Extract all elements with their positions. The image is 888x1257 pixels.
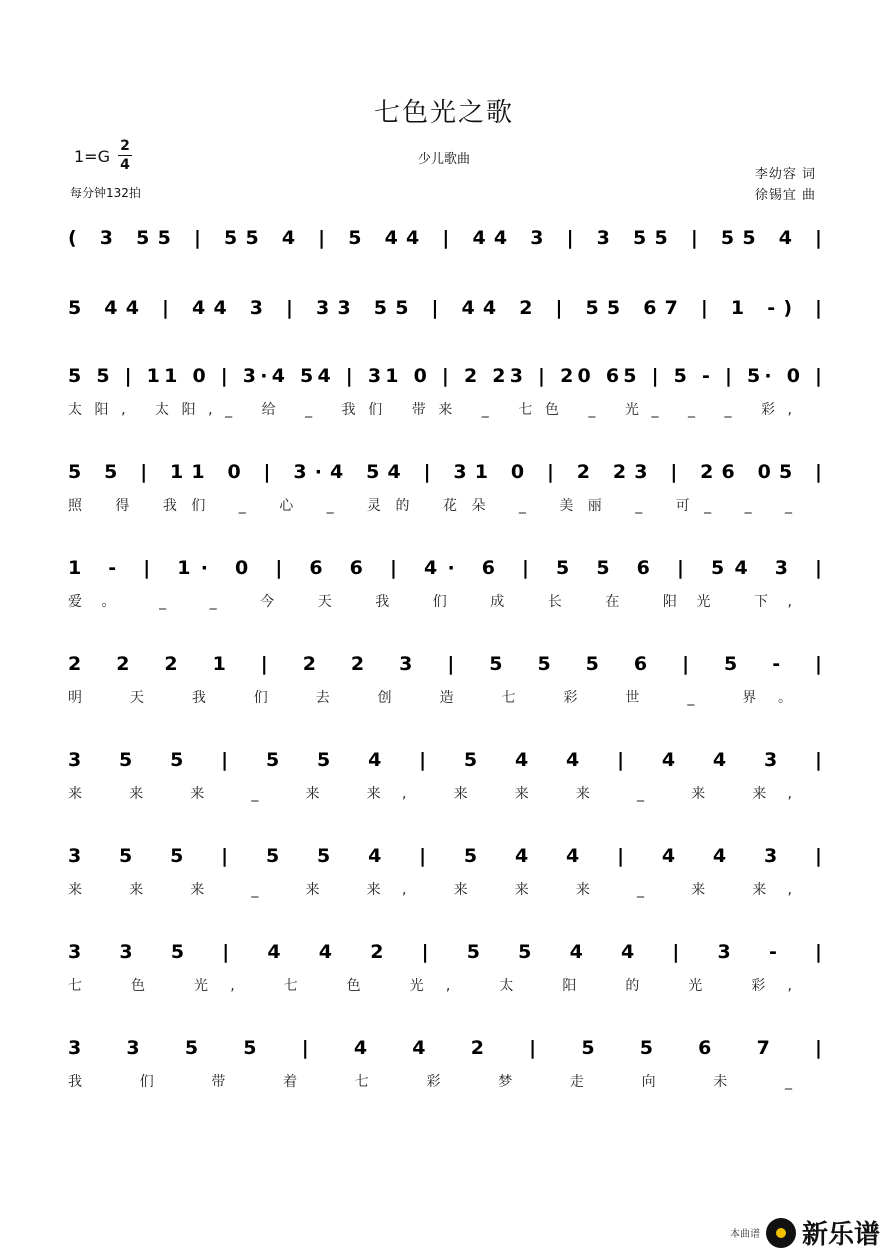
tempo-marking: 每分钟132拍	[70, 186, 141, 200]
lyrics-line: 我 们 带 着 七 彩 梦 走 向 未 _	[68, 1074, 793, 1090]
notation-line: 3 3 5 | 4 4 2 | 5 5 4 4 | 3 - |	[68, 941, 823, 963]
lyrics-line: 七 色 光, 七 色 光, 太 阳 的 光 彩,	[68, 978, 792, 994]
lyrics-line: 爱。 _ _ 今 天 我 们 成 长 在 阳光 下,	[68, 594, 793, 610]
time-signature-top: 2	[120, 138, 130, 154]
score-row-svg	[0, 932, 888, 1012]
score-row	[0, 740, 888, 820]
notation-line: 5 44 | 44 3 | 33 55 | 44 2 | 55 67 | 1 -) |	[68, 297, 822, 319]
score-row	[0, 356, 888, 436]
footer-watermark	[730, 1214, 880, 1251]
score-row	[0, 932, 888, 1012]
score-row-svg	[0, 1028, 888, 1108]
composer-credit: 徐锡宜 曲	[754, 188, 816, 203]
score-row-svg	[0, 452, 888, 532]
score-row	[0, 1028, 888, 1108]
brand-name: 新乐谱	[801, 1220, 880, 1250]
time-signature-bottom: 4	[120, 157, 130, 173]
score-row	[0, 644, 888, 724]
score-row-svg	[0, 644, 888, 724]
brand-logo-icon	[766, 1218, 796, 1248]
notation-line: 5 5 | 11 0 | 3·4 54 | 31 0 | 2 23 | 20 65 | 5 - | 5· 0 |	[68, 365, 822, 387]
notation-line: 1 - | 1· 0 | 6 6 | 4· 6 | 5 5 6 | 54 3 |	[68, 557, 822, 579]
notation-line: 3 5 5 | 5 5 4 | 5 4 4 | 4 4 3 |	[68, 845, 823, 867]
song-title: 七色光之歌	[373, 98, 514, 128]
score-row	[0, 836, 888, 916]
notation-line: 3 3 5 5 | 4 4 2 | 5 5 6 7 |	[68, 1037, 823, 1059]
score-row-svg	[0, 548, 888, 628]
score-row	[0, 548, 888, 628]
key-signature: 1=G	[74, 147, 110, 166]
song-subtitle: 少儿歌曲	[417, 152, 470, 167]
score-row	[0, 218, 888, 298]
lyrics-line: 照 得 我们 _ 心 _ 灵的 花朵 _ 美丽 _ 可_ _ _	[68, 498, 792, 514]
score-row-svg	[0, 218, 888, 298]
score-row	[0, 452, 888, 532]
lyricist-credit: 李幼容 词	[754, 167, 816, 182]
score-row-svg	[0, 356, 888, 436]
notation-line: 3 5 5 | 5 5 4 | 5 4 4 | 4 4 3 |	[68, 749, 823, 771]
footer-label: 本曲谱	[729, 1229, 760, 1240]
lyrics-line: 明 天 我 们 去 创 造 七 彩 世 _ 界。	[68, 690, 792, 706]
lyrics-line: 来 来 来 _ 来 来, 来 来 来 _ 来 来,	[68, 882, 792, 898]
lyrics-line: 太阳, 太阳,_ 给 _ 我们 带来 _ 七色 _ 光_ _ _ 彩,	[68, 402, 793, 418]
score-row-svg	[0, 740, 888, 820]
notation-line: 2 2 2 1 | 2 2 3 | 5 5 5 6 | 5 - |	[68, 653, 822, 675]
notation-line: 5 5 | 11 0 | 3·4 54 | 31 0 | 2 23 | 26 05 |	[68, 461, 823, 483]
lyrics-line: 来 来 来 _ 来 来, 来 来 来 _ 来 来,	[68, 786, 792, 802]
time-signature	[118, 138, 132, 173]
notation-line: ( 3 55 | 55 4 | 5 44 | 44 3 | 3 55 | 55 4 |	[68, 227, 822, 249]
score-row-svg	[0, 836, 888, 916]
